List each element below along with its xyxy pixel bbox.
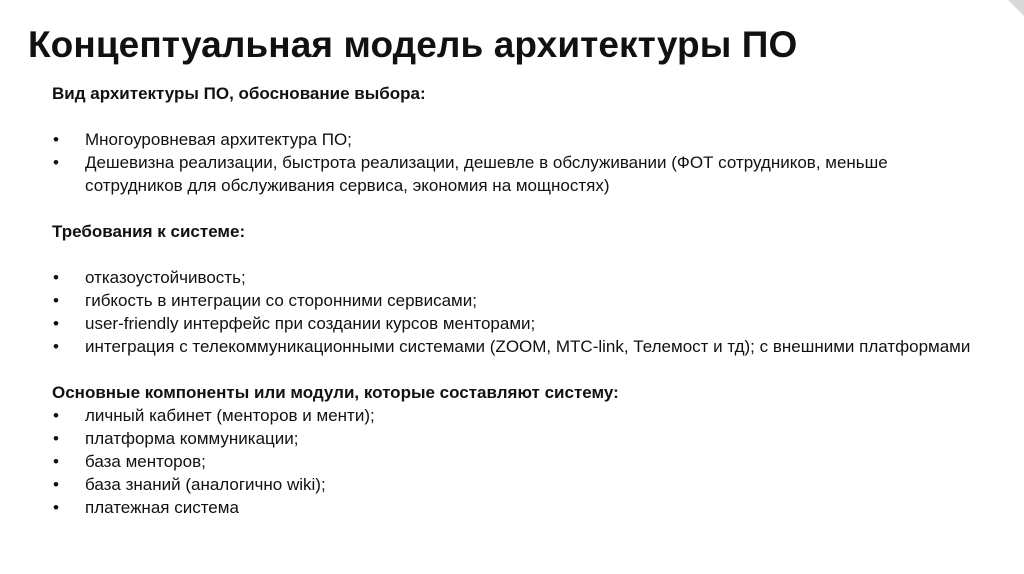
- list-item: [52, 312, 982, 335]
- slide-title: Концептуальная модель архитектуры ПО: [28, 24, 798, 65]
- list-item: [52, 289, 982, 312]
- section-heading-components: Основные компоненты или модули, которые составляют систему:: [52, 383, 619, 402]
- list-item: [52, 128, 982, 151]
- bullet-icon: •: [53, 153, 59, 172]
- bullet-icon: •: [53, 130, 59, 149]
- components-list: [52, 404, 982, 519]
- blank-line: [52, 358, 982, 381]
- list-item-text: Дешевизна реализации, быстрота реализации, дешевле в обслуживании (ФОТ сотрудников, меньше сотрудников для обслуживания сервиса, экономия на мощностях): [85, 153, 888, 195]
- list-item-text: база менторов;: [85, 452, 206, 471]
- bullet-icon: •: [53, 406, 59, 425]
- list-item-text: платформа коммуникации;: [85, 429, 299, 448]
- bullet-icon: •: [53, 498, 59, 517]
- list-item: [52, 151, 982, 197]
- bullet-icon: •: [53, 291, 59, 310]
- list-item-text: личный кабинет (менторов и менти);: [85, 406, 375, 425]
- bullet-icon: •: [53, 314, 59, 333]
- list-item-text: Многоуровневая архитектура ПО;: [85, 130, 352, 149]
- slide-corner-decoration: [1008, 0, 1024, 16]
- architecture-list: [52, 128, 982, 197]
- blank-line: [52, 105, 982, 128]
- bullet-icon: •: [53, 337, 59, 356]
- list-item-text: база знаний (аналогично wiki);: [85, 475, 326, 494]
- list-item-text: платежная система: [85, 498, 239, 517]
- bullet-icon: •: [53, 268, 59, 287]
- bullet-icon: •: [53, 475, 59, 494]
- list-item: [52, 473, 982, 496]
- blank-line: [52, 197, 982, 220]
- slide-body: [52, 82, 982, 519]
- blank-line: [52, 243, 982, 266]
- list-item: [52, 404, 982, 427]
- list-item-text: отказоустойчивость;: [85, 268, 246, 287]
- section-heading-architecture: Вид архитектуры ПО, обоснование выбора:: [52, 84, 426, 103]
- list-item-text: user-friendly интерфейс при создании курсов менторами;: [85, 314, 536, 333]
- list-item-text: гибкость в интеграции со сторонними сервисами;: [85, 291, 477, 310]
- section-heading-requirements: Требования к системе:: [52, 222, 246, 241]
- list-item: [52, 450, 982, 473]
- bullet-icon: •: [53, 429, 59, 448]
- requirements-list: [52, 266, 982, 358]
- bullet-icon: •: [53, 452, 59, 471]
- list-item-text: интеграция с телекоммуникационными системами (ZOOM, МТС-link, Телемост и тд); с внешними платформами: [85, 337, 971, 356]
- list-item: [52, 427, 982, 450]
- list-item: [52, 335, 982, 358]
- list-item: [52, 496, 982, 519]
- list-item: [52, 266, 982, 289]
